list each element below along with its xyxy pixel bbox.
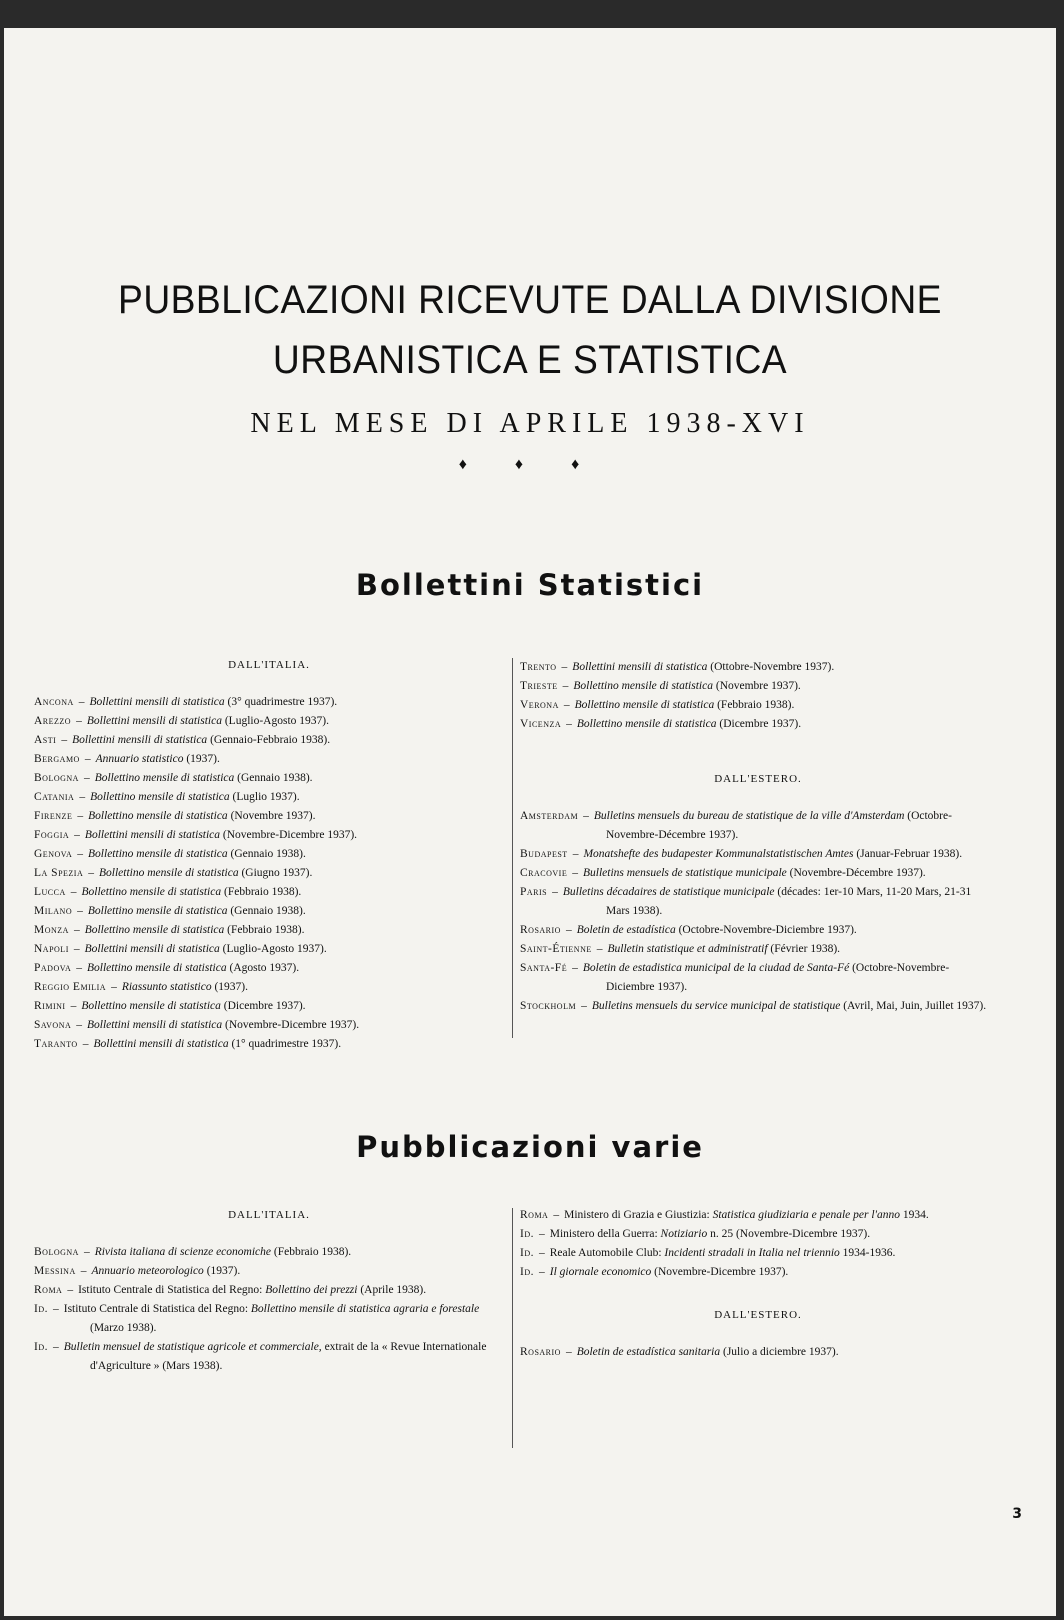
entry-city: Asti (34, 734, 57, 746)
entry-publication: Bollettini mensili di statistica (87, 1019, 223, 1031)
entry-city: Bologna (34, 1246, 79, 1258)
entry-dash: – (565, 1346, 572, 1358)
entry-city: Id. (520, 1228, 534, 1240)
list-item (34, 1281, 504, 1300)
entry-note: (Luglio-Agosto 1937). (222, 943, 327, 955)
entry-note: (Novembre-Décembre 1937). (789, 867, 926, 879)
entry-note: (Febbraio 1938). (717, 699, 795, 711)
entry-dash: – (572, 962, 578, 974)
entry-note: (Novembre 1937). (715, 680, 801, 692)
main-subtitle: NEL MESE DI APRILE 1938-XVI (250, 408, 810, 439)
bollettini-right-column (520, 658, 996, 1016)
entry-publication: Il giornale economico (549, 1266, 652, 1278)
entry-note: (Januar-Februar 1938). (856, 848, 963, 860)
entry-dash: – (79, 791, 86, 803)
entry-dash: – (538, 1247, 545, 1259)
entry-dash: – (73, 924, 80, 936)
entry-city: Ancona (34, 696, 74, 708)
entry-publication: Bulletins mensuels de statistique municipale (582, 867, 787, 879)
entry-city: Id. (520, 1247, 534, 1259)
entry-note: (Dicembre 1937). (223, 1000, 306, 1012)
entry-publication: Annuario statistico (95, 753, 184, 765)
list-item (34, 750, 504, 769)
entry-dash: – (581, 1000, 587, 1012)
entry-city: Saint-Étienne (520, 943, 592, 955)
entry-city: Arezzo (34, 715, 72, 727)
list-item (34, 845, 504, 864)
entry-city: Monza (34, 924, 69, 936)
column-divider (512, 658, 513, 1038)
entry-note: (Giugno 1937). (241, 867, 313, 879)
entry-note: (Octobre-Novembre-Diciembre 1937). (678, 924, 857, 936)
entry-publication: Bollettino mensile di statistica (99, 867, 239, 879)
entry-publisher: Istituto Centrale di Statistica del Regno: (78, 1284, 263, 1296)
entry-dash: – (82, 1038, 89, 1050)
entry-dash: – (88, 867, 94, 879)
subheading-italia: DALL'ITALIA. (228, 659, 310, 671)
entry-note: (3° quadrimestre 1937). (227, 696, 338, 708)
list-item (34, 693, 504, 712)
list-item (520, 864, 996, 883)
list-item (34, 1243, 504, 1262)
entry-city: Vicenza (520, 718, 562, 730)
entry-note: (Febbraio 1938). (223, 886, 302, 898)
list-item (520, 845, 996, 864)
entry-dash: – (552, 886, 558, 898)
entry-city: Trieste (520, 680, 558, 692)
entry-city: Savona (34, 1019, 72, 1031)
entry-dash: – (538, 1228, 545, 1240)
entry-dash: – (67, 1284, 74, 1296)
entry-dash: – (563, 699, 570, 711)
entry-city: Taranto (34, 1038, 78, 1050)
entry-note: (décades: 1er-10 Mars, 11-20 Mars, 21-31 Mars 1938). (606, 886, 972, 917)
entry-note: extrait de la « Revue Internationale d'Agriculture » (Mars 1938). (90, 1341, 487, 1372)
entry-city: Bologna (34, 772, 79, 784)
entry-city: Firenze (34, 810, 73, 822)
entry-note: 1934. (902, 1209, 929, 1221)
entry-publisher: Ministero di Grazia e Giustizia: (564, 1209, 710, 1221)
entry-dash: – (566, 718, 572, 730)
entry-publication: Bollettini mensili di statistica (72, 734, 208, 746)
list-item (520, 921, 996, 940)
entry-city: Stockholm (520, 1000, 577, 1012)
entry-publication: Boletin de estadística sanitaria (576, 1346, 721, 1358)
list-item (34, 902, 504, 921)
entry-publication: Bollettino mensile di statistica (576, 718, 717, 730)
varie-right-column (520, 1206, 996, 1362)
entry-publication: Monatshefte des budapester Kommunalstatistischen Amtes (583, 848, 854, 860)
entry-publication: Bollettino mensile di statistica (90, 791, 230, 803)
entry-city: Lucca (34, 886, 66, 898)
entry-publication: Boletin de estadística (576, 924, 676, 936)
document-page (4, 28, 1056, 1616)
entry-note: (Marzo 1938). (90, 1322, 157, 1334)
entry-publication: Incidenti stradali in Italia nel triennio (664, 1247, 840, 1259)
entry-publication: Notiziario (660, 1228, 708, 1240)
section-title-bollettini: Bollettini Statistici (355, 568, 705, 602)
entry-note: (1937). (206, 1265, 241, 1277)
entry-city: Id. (520, 1266, 534, 1278)
entry-note: (Novembre-Dicembre 1937). (222, 829, 358, 841)
entry-note: (Gennaio-Febbraio 1938). (210, 734, 331, 746)
entry-city: Rosario (520, 924, 561, 936)
list-item (34, 731, 504, 750)
entry-note: (1937). (214, 981, 249, 993)
subheading-estero: DALL'ESTERO. (714, 773, 802, 785)
entry-publication: Rivista italiana di scienze economiche (94, 1246, 271, 1258)
entry-city: La Spezia (34, 867, 84, 879)
entry-note: (Febbraio 1938). (273, 1246, 352, 1258)
entry-dash: – (572, 848, 579, 860)
entry-city: Rimini (34, 1000, 66, 1012)
entry-publication: Bollettino dei prezzi (265, 1284, 358, 1296)
list-item (34, 769, 504, 788)
ornament-diamonds: ♦ ♦ ♦ (458, 456, 602, 473)
entry-note: (Avril, Mai, Juin, Juillet 1937). (843, 1000, 987, 1012)
entry-dash: – (73, 943, 80, 955)
list-item (520, 696, 996, 715)
entry-city: Trento (520, 661, 557, 673)
entry-note: (Gennaio 1938). (237, 772, 313, 784)
entry-publisher: Istituto Centrale di Statistica del Regno: (63, 1303, 249, 1315)
entry-publication: Bollettino mensile di statistica (573, 680, 713, 692)
entry-city: Id. (34, 1303, 48, 1315)
entry-publisher: Reale Automobile Club: (549, 1247, 662, 1259)
list-item (520, 1206, 996, 1225)
entry-publication: Bollettino mensile di statistica (87, 962, 227, 974)
varie-italia-column (34, 1206, 504, 1376)
entry-publication: Annuario meteorologico (91, 1265, 204, 1277)
entry-publication: Bollettino mensile di statistica (94, 772, 235, 784)
entry-note: (Février 1938). (770, 943, 841, 955)
entry-city: Budapest (520, 848, 568, 860)
entry-dash: – (83, 1246, 90, 1258)
entry-dash: – (77, 905, 83, 917)
list-item (520, 1263, 996, 1282)
entry-note: (Ottobre-Novembre 1937). (710, 661, 835, 673)
list-item (520, 1225, 996, 1244)
entry-dash: – (77, 848, 84, 860)
list-item (34, 1035, 504, 1054)
entry-dash: – (538, 1266, 545, 1278)
entry-dash: – (572, 867, 578, 879)
list-item (520, 677, 996, 696)
entry-publication: Bollettini mensili di statistica (93, 1038, 229, 1050)
entry-publication: Bollettini mensili di statistica (572, 661, 708, 673)
entry-dash: – (76, 1019, 83, 1031)
entry-dash: – (553, 1209, 560, 1221)
entry-city: Padova (34, 962, 72, 974)
list-item (34, 921, 504, 940)
entry-note: (Gennaio 1938). (230, 905, 306, 917)
entry-note: 1934-1936. (842, 1247, 896, 1259)
list-item (34, 978, 504, 997)
entry-publication: Riassunto statistico (121, 981, 212, 993)
entry-dash: – (83, 772, 90, 784)
list-item (34, 1262, 504, 1281)
list-item (520, 715, 996, 734)
entry-dash: – (583, 810, 589, 822)
list-item (520, 883, 996, 921)
entry-dash: – (561, 661, 568, 673)
section-title-varie: Pubblicazioni varie (356, 1130, 704, 1164)
entry-dash: – (52, 1303, 59, 1315)
list-item (520, 807, 996, 845)
entry-publication: Bollettini mensili di statistica (89, 696, 225, 708)
list-item (34, 864, 504, 883)
entry-dash: – (70, 886, 77, 898)
subheading-italia-varie: DALL'ITALIA. (228, 1209, 310, 1221)
entry-publication: Bollettino mensile di statistica (84, 924, 225, 936)
entry-dash: – (562, 680, 569, 692)
entry-note: (Luglio 1937). (232, 791, 300, 803)
entry-note: (Luglio-Agosto 1937). (224, 715, 329, 727)
entry-dash: – (84, 753, 91, 765)
list-item (34, 940, 504, 959)
entry-dash: – (78, 696, 85, 708)
entry-dash: – (565, 924, 572, 936)
entry-note: n. 25 (Novembre-Dicembre 1937). (710, 1228, 871, 1240)
entry-note: (1937). (186, 753, 220, 765)
entry-publication: Bulletins décadaires de statistique municipale (562, 886, 775, 898)
entry-city: Bergamo (34, 753, 80, 765)
entry-dash: – (596, 943, 603, 955)
entry-city: Paris (520, 886, 548, 898)
entry-city: Catania (34, 791, 75, 803)
entry-note: (Octobre-Novembre-Diciembre 1937). (606, 962, 950, 993)
list-item (34, 1338, 504, 1376)
entry-publication: Bulletins mensuels du bureau de statistique de la ville d'Amsterdam (593, 810, 905, 822)
entry-publication: Bollettino mensile di statistica (87, 905, 228, 917)
entry-dash: – (80, 1265, 87, 1277)
entry-city: Santa-Fé (520, 962, 568, 974)
entry-note: (Novembre-Dicembre 1937). (225, 1019, 360, 1031)
subheading-estero-varie: DALL'ESTERO. (714, 1309, 802, 1321)
entry-publication: Bollettino mensile di statistica (574, 699, 715, 711)
list-item (34, 959, 504, 978)
entry-note: (Novembre-Dicembre 1937). (654, 1266, 789, 1278)
list-item (34, 807, 504, 826)
list-item (34, 883, 504, 902)
entry-publication: Statistica giudiziaria e penale per l'anno (712, 1209, 901, 1221)
entry-note: (Febbraio 1938). (227, 924, 305, 936)
entry-dash: – (76, 962, 83, 974)
list-item (34, 1016, 504, 1035)
entry-city: Milano (34, 905, 73, 917)
entry-publication: Bollettini mensili di statistica (84, 829, 221, 841)
list-item (520, 997, 996, 1016)
entry-publication: Bulletins mensuels du service municipal de statistique (591, 1000, 841, 1012)
entry-note: (Octobre-Novembre-Décembre 1937). (606, 810, 952, 841)
entry-publication: Bollettino mensile di statistica (88, 810, 228, 822)
entry-city: Messina (34, 1265, 76, 1277)
list-item (520, 658, 996, 677)
list-item (34, 788, 504, 807)
column-divider-varie (512, 1208, 513, 1448)
entry-city: Rosario (520, 1346, 561, 1358)
entry-dash: – (76, 715, 82, 727)
list-item (34, 712, 504, 731)
list-item (520, 1244, 996, 1263)
list-item (34, 826, 504, 845)
entry-note: (Agosto 1937). (229, 962, 300, 974)
entry-publication: Bollettini mensili di statistica (84, 943, 220, 955)
page-number: 3 (1012, 1506, 1022, 1522)
entry-publication: Bulletin mensuel de statistique agricole et commerciale, (63, 1341, 322, 1353)
entry-city: Foggia (34, 829, 70, 841)
entry-publication: Bollettini mensili di statistica (86, 715, 222, 727)
entry-note: (Gennaio 1938). (230, 848, 306, 860)
entry-publication: Bulletin statistique et administratif (607, 943, 768, 955)
entry-city: Roma (34, 1284, 63, 1296)
entry-city: Amsterdam (520, 810, 579, 822)
entry-note: (Dicembre 1937). (719, 718, 802, 730)
entry-dash: – (111, 981, 117, 993)
entry-dash: – (74, 829, 80, 841)
bollettini-italia-column (34, 656, 504, 1054)
entry-dash: – (52, 1341, 59, 1353)
entry-publication: Bollettino mensile di statistica (81, 1000, 221, 1012)
list-item (520, 1343, 996, 1362)
entry-city: Napoli (34, 943, 69, 955)
main-title-line-2: URBANISTICA E STATISTICA (272, 338, 788, 382)
list-item (34, 997, 504, 1016)
entry-note: (1° quadrimestre 1937). (231, 1038, 342, 1050)
entry-dash: – (61, 734, 68, 746)
entry-note: (Julio a diciembre 1937). (723, 1346, 839, 1358)
entry-note: (Aprile 1938). (360, 1284, 427, 1296)
entry-dash: – (77, 810, 84, 822)
entry-publication: Bollettino mensile di statistica agraria e forestale (250, 1303, 480, 1315)
entry-city: Reggio Emilia (34, 981, 107, 993)
list-item (34, 1300, 504, 1338)
entry-city: Verona (520, 699, 559, 711)
entry-city: Id. (34, 1341, 48, 1353)
main-title-line-1: PUBBLICAZIONI RICEVUTE DALLA DIVISIONE (118, 278, 942, 322)
entry-city: Cracovie (520, 867, 568, 879)
entry-publisher: Ministero della Guerra: (549, 1228, 658, 1240)
list-item (520, 959, 996, 997)
entry-city: Genova (34, 848, 73, 860)
entry-publication: Bollettino mensile di statistica (81, 886, 222, 898)
list-item (520, 940, 996, 959)
entry-dash: – (70, 1000, 77, 1012)
entry-publication: Boletin de estadistica municipal de la ciudad de Santa-Fé (582, 962, 850, 974)
entry-publication: Bollettino mensile di statistica (88, 848, 228, 860)
entry-note: (Novembre 1937). (230, 810, 316, 822)
entry-city: Roma (520, 1209, 549, 1221)
